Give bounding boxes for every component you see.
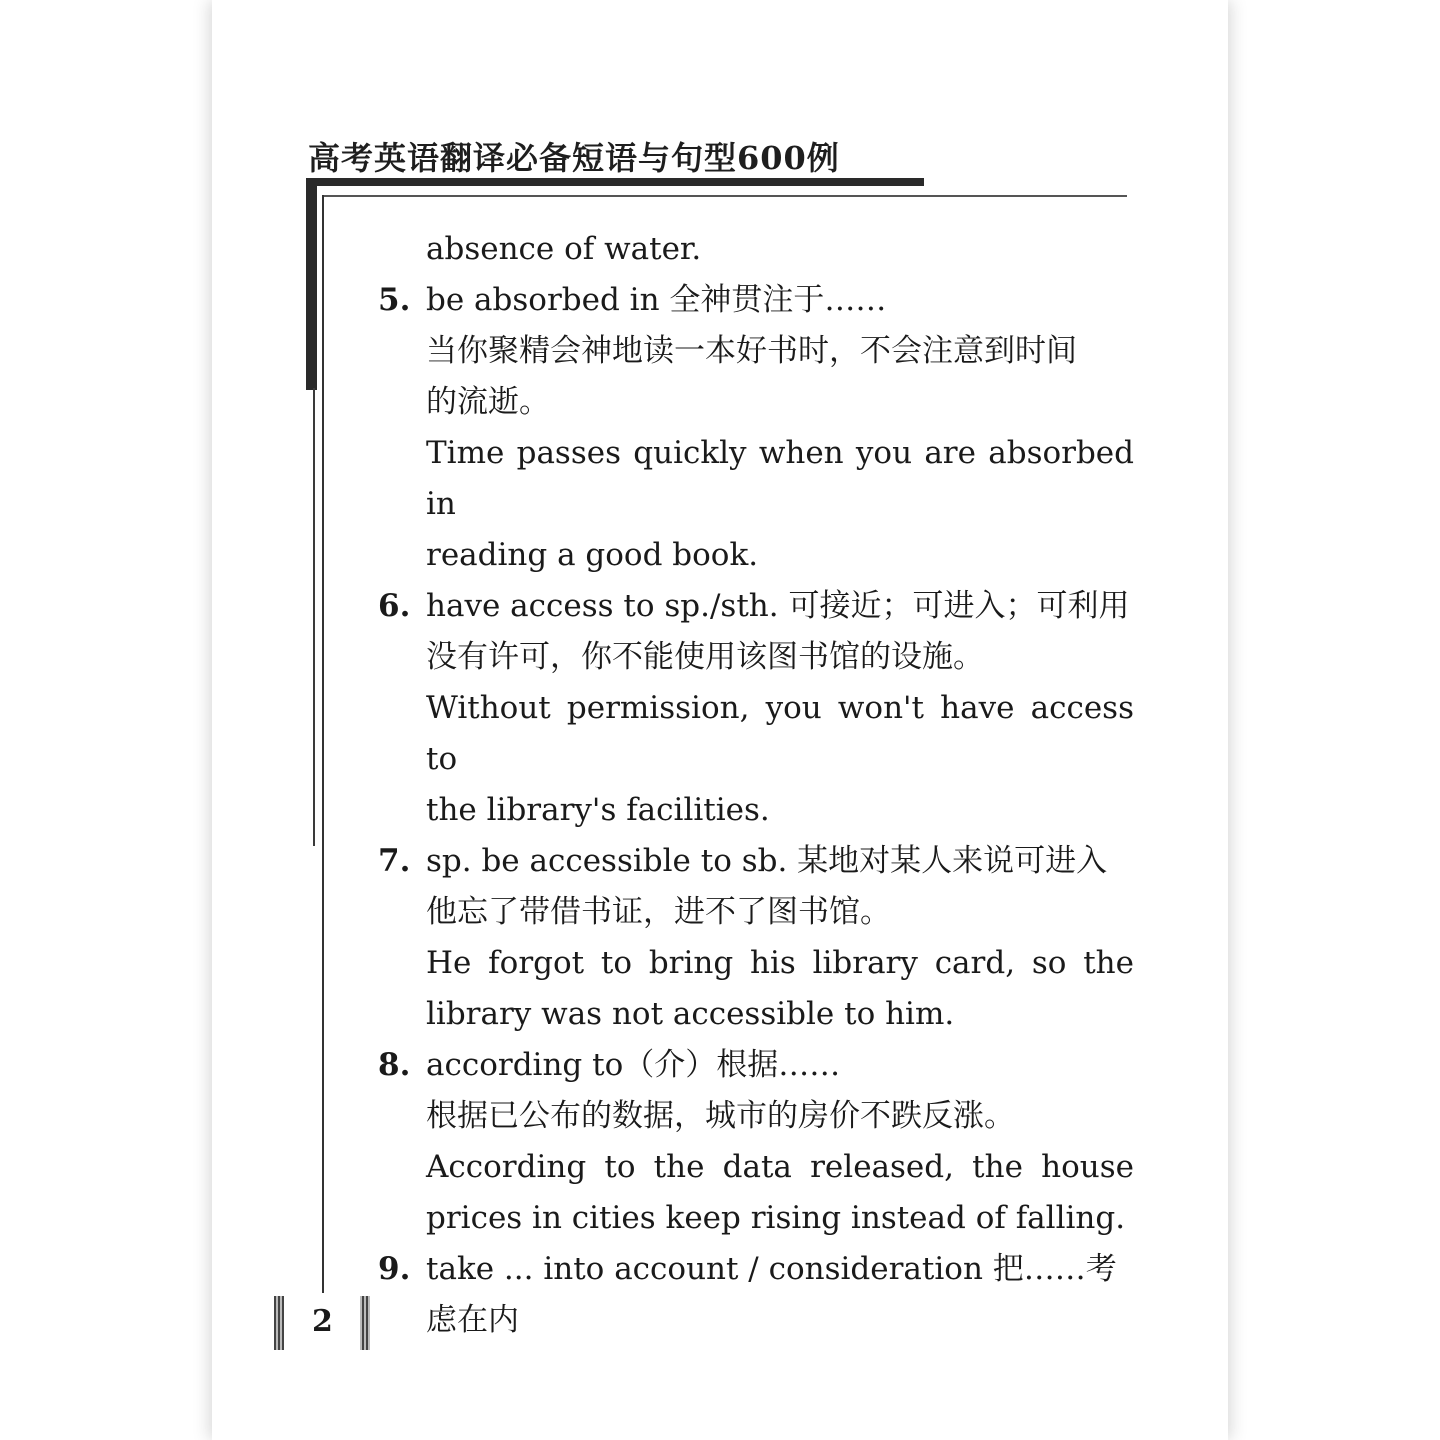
- header-rule: [306, 178, 924, 186]
- left-decorative-line: [313, 388, 315, 846]
- entry-en-line: According to the data released, the house: [426, 1149, 1134, 1185]
- entry-en-line: the library's facilities.: [426, 792, 770, 828]
- page-number: 2: [312, 1304, 333, 1339]
- entry-en-line: prices in cities keep rising instead of falling.: [426, 1200, 1126, 1236]
- entry-phrase-continuation: 虑在内: [426, 1302, 519, 1338]
- entry-9: [376, 1244, 1134, 1346]
- entry-5: [376, 275, 1134, 581]
- entry-en-line: He forgot to bring his library card, so the: [426, 945, 1134, 981]
- entry-zh-line: 的流逝。: [426, 384, 550, 420]
- entry-en-line: Time passes quickly when you are absorbed in: [426, 435, 1134, 522]
- continuation-line: absence of water.: [426, 231, 702, 267]
- entry-phrase: have access to sp./sth. 可接近；可进入；可利用: [426, 588, 1130, 624]
- left-decorative-bar: [306, 178, 317, 390]
- entry-8: [376, 1040, 1134, 1244]
- entry-number: 7.: [378, 843, 411, 879]
- entry-number: 8.: [378, 1047, 411, 1083]
- entry-phrase: be absorbed in 全神贯注于……: [426, 282, 887, 318]
- entry-zh-line: 当你聚精会神地读一本好书时，不会注意到时间: [426, 333, 1077, 369]
- frame-top-rule: [323, 195, 1127, 197]
- entry-en-line: library was not accessible to him.: [426, 996, 955, 1032]
- frame-left-rule: [322, 195, 324, 1293]
- entry-zh-line: 根据已公布的数据，城市的房价不跌反涨。: [426, 1098, 1015, 1134]
- entry-6: [376, 581, 1134, 836]
- entry-7: [376, 836, 1134, 1040]
- entry-number: 9.: [378, 1251, 411, 1287]
- folio-left-bar: [274, 1296, 284, 1350]
- entry-number: 6.: [378, 588, 411, 624]
- entry-en-line: reading a good book.: [426, 537, 759, 573]
- entry-phrase: sp. be accessible to sb. 某地对某人来说可进入: [426, 843, 1108, 879]
- entry-phrase: take ... into account / consideration 把……考: [426, 1251, 1117, 1287]
- entry-zh-line: 没有许可，你不能使用该图书馆的设施。: [426, 639, 984, 675]
- entry-en-line: Without permission, you won't have access to: [426, 690, 1134, 777]
- folio-right-bar: [360, 1296, 370, 1350]
- running-header-title: 高考英语翻译必备短语与句型600例: [308, 139, 840, 177]
- entry-number: 5.: [378, 282, 411, 318]
- page-content: [376, 224, 1134, 1346]
- entry-zh-line: 他忘了带借书证，进不了图书馆。: [426, 894, 891, 930]
- entry-phrase: according to（介）根据……: [426, 1047, 841, 1083]
